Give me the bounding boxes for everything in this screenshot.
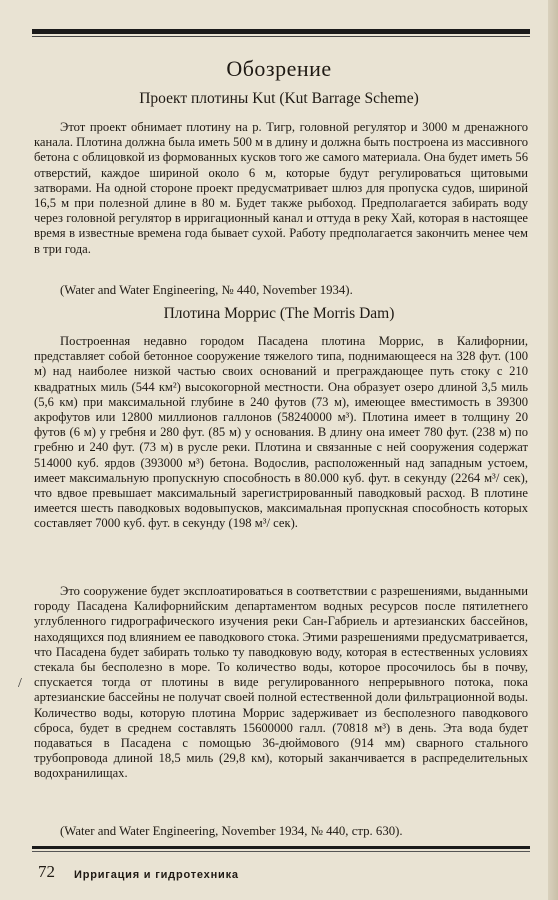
top-rule-thin — [32, 36, 530, 37]
bottom-rule-thin — [32, 851, 530, 852]
citation-kut-barrage: (Water and Water Engineering, № 440, November 1934). — [60, 283, 353, 297]
article-body-morris-dam-1: Построенная недавно городом Пасадена плотина Моррис, в Калифорнии, представляет собой бетонное сооружение тяжелого типа, поднимающееся на 328 фут. (100 м) над наиболее низкой частью своих оснований и преграждающее путь стоку с 210 квадратных миль (544 км²) высокогорной местности. Она образует озеро длиной 3,5 миль (5,6 км) при максимальной глубине в 240 футов (73 м), имеющее вместимость в 39300 акрофутов или 12800 миллионов галлонов (58240000 м³). Плотина имеет в толщину 20 футов (6 м) у гребня и 280 фут. (85 м) у основания. В длину она имеет 780 фут. (238 м) по гребню и 240 фут. (73 м) в русле реки. Плотина и связанные с ней сооружения содержат 514000 куб. ярдов (393000 м³) бетона. Водослив, расположенный над западным устоем, имеет максимальную пропускную способность в 80.000 куб. фут. в секунду (2264 м³/ сек), что вдвое превышает максимальный зарегистрированный паводковый расход. В плотине имеется шесть паводковых водовыпусков, максимальная пропускная способность которых составляет 7000 куб. фут. в секунду (198 м³/ сек). — [34, 334, 528, 531]
page-number: 72 — [38, 862, 55, 881]
running-footer: Ирригация и гидротехника — [74, 869, 239, 881]
bottom-rule — [32, 846, 530, 849]
article-body-morris-dam-2: Это сооружение будет эксплоатироваться в соответствии с разрешениями, выданными городу Пасадена Калифорнийским департаментом водных ресурсов после пятилетнего углубленного гидрографического изучения реки Сан-Габриель и артезианских бассейнов, находящихся под влиянием ее паводкового стока. Этими разрешениями предусматривается, что Пасадена будет забирать только ту паводковую воду, которая в естественных условиях стекала бы бесполезно в море. То количество воды, которое просочилось бы в почву, спускается тогда от плотины в виде регулированного непрерывного потока, пока артезианские бассейны не получат своей полной естественной доли фильтрационной воды. Количество воды, которую плотина Моррис задерживает из бесполезного паводкового сброса, будет в среднем составлять 15600000 галл. (70818 м³) в день. Эта вода будет подаваться в Пасадена с помощью 36-дюймового (914 мм) сварного стального трубопровода длиной 18,5 миль (29,8 км), который заканчивается в распределительных водохранилищах. — [34, 584, 528, 781]
article-body-kut-barrage: Этот проект обнимает плотину на р. Тигр, головной регулятор и 3000 м дренажного канала. Плотина должна была иметь 500 м в длину и должна быть построена из массивного бетона с облицовкой из формованных кусков того же самого материала. Она будет иметь 56 отверстий, каждое шириной около 6 м, которые будут регулироваться щитовыми затворами. На одной стороне проект предусматривает шлюз для пропуска судов, шириной 16,5 м при полезной длине в 80 м. Будет также рыбоход. Предполагается забирать воду через головной регулятор в ирригационный канал и оттуда в реку Хай, которая в настоящее время в известные времена года бывает сухой. Работу предполагается закончить менее чем в три года. — [34, 120, 528, 256]
section-title: Обозрение — [226, 56, 332, 81]
page-edge — [548, 0, 558, 900]
top-rule — [32, 29, 530, 34]
margin-pencil-mark: / — [18, 676, 22, 691]
citation-morris-dam: (Water and Water Engineering, November 1934, № 440, стр. 630). — [60, 824, 403, 838]
article-title-morris-dam: Плотина Моррис (The Morris Dam) — [163, 305, 395, 322]
article-title-kut-barrage: Проект плотины Kut (Kut Barrage Scheme) — [139, 90, 419, 107]
